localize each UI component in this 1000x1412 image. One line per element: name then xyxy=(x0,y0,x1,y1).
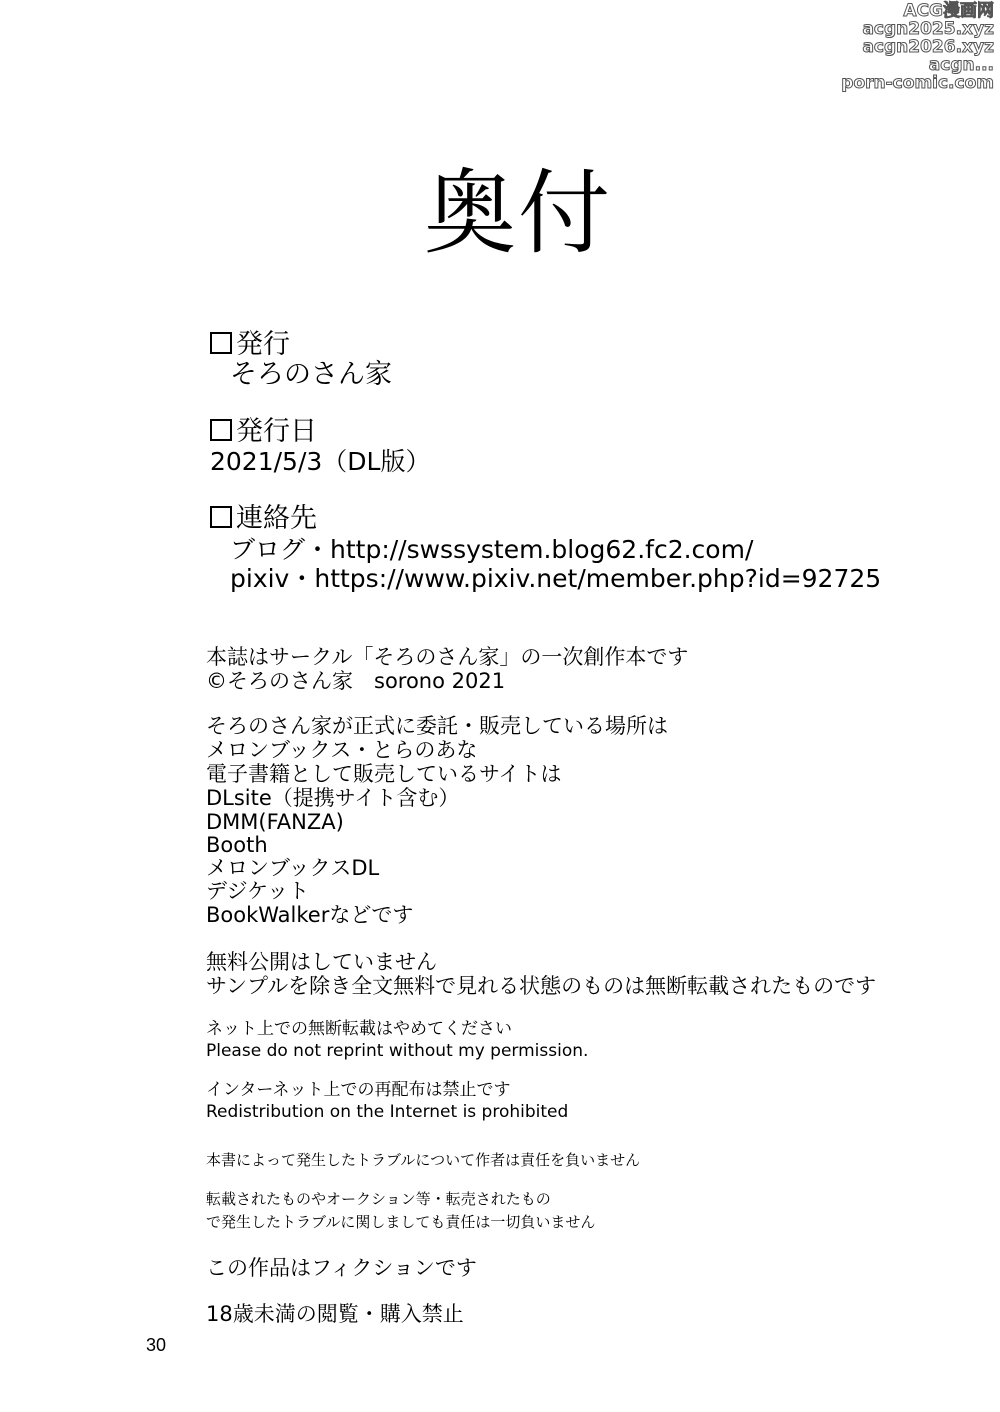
checkbox-square-icon xyxy=(210,506,232,528)
publisher-heading-text: 発行 xyxy=(236,329,290,360)
stores-line: 電子書籍として販売しているサイトは xyxy=(206,762,562,786)
liability-line: 本書によって発生したトラブルについて作者は責任を負いません xyxy=(206,1151,641,1169)
stores-line: メロンブックスDL xyxy=(206,856,380,880)
free-line: 無料公開はしていません xyxy=(206,950,437,974)
stores-line: DMM(FANZA) xyxy=(206,810,344,834)
reprint-line: Please do not reprint without my permission. xyxy=(206,1041,589,1061)
resale-line: で発生したトラブルに関しましても責任は一切負いません xyxy=(206,1213,596,1231)
checkbox-square-icon xyxy=(210,332,232,354)
stores-line: デジケット xyxy=(206,879,310,903)
date-value: 2021/5/3（DL版） xyxy=(210,447,431,476)
watermark-line: acgn... xyxy=(928,55,994,75)
date-heading-text: 発行日 xyxy=(236,416,317,447)
page-title: 奥付 xyxy=(424,160,613,267)
watermark xyxy=(841,2,994,92)
reprint-line: ネット上での無断転載はやめてください xyxy=(206,1019,512,1039)
stores-line: そろのさん家が正式に委託・販売している場所は xyxy=(206,714,668,738)
notice-line: 本誌はサークル「そろのさん家」の一次創作本です xyxy=(206,645,689,669)
age-restriction: 18歳未満の閲覧・購入禁止 xyxy=(206,1302,464,1326)
contact-heading xyxy=(210,505,317,532)
redistribution-line: Redistribution on the Internet is prohibited xyxy=(206,1102,569,1122)
watermark-line: porn-comic.com xyxy=(841,73,994,93)
contact-pixiv[interactable]: pixiv・https://www.pixiv.net/member.php?id=92725 xyxy=(230,564,882,593)
redistribution-line: インターネット上での再配布は禁止です xyxy=(206,1080,511,1100)
stores-line: BookWalkerなどです xyxy=(206,903,414,927)
resale-line: 転載されたものやオークション等・転売されたもの xyxy=(206,1190,551,1208)
checkbox-square-icon xyxy=(210,419,232,441)
date-heading xyxy=(210,418,317,445)
contact-heading-text: 連絡先 xyxy=(236,503,317,534)
watermark-line: acgn2025.xyz xyxy=(862,19,994,39)
free-line: サンプルを除き全文無料で見れる状態のものは無断転載されたものです xyxy=(206,974,877,998)
watermark-line: ACG漫画网 xyxy=(903,1,994,21)
fiction-notice: この作品はフィクションです xyxy=(206,1256,477,1280)
stores-line: メロンブックス・とらのあな xyxy=(206,738,478,762)
publisher-value: そろのさん家 xyxy=(230,359,392,390)
watermark-line: acgn2026.xyz xyxy=(862,37,994,57)
page-number: 30 xyxy=(146,1335,167,1355)
publisher-heading xyxy=(210,331,290,358)
stores-line: DLsite（提携サイト含む） xyxy=(206,786,460,810)
stores-line: Booth xyxy=(206,833,268,857)
contact-blog[interactable]: ブログ・http://swssystem.blog62.fc2.com/ xyxy=(230,535,754,564)
notice-line: ©そろのさん家 sorono 2021 xyxy=(206,669,506,693)
